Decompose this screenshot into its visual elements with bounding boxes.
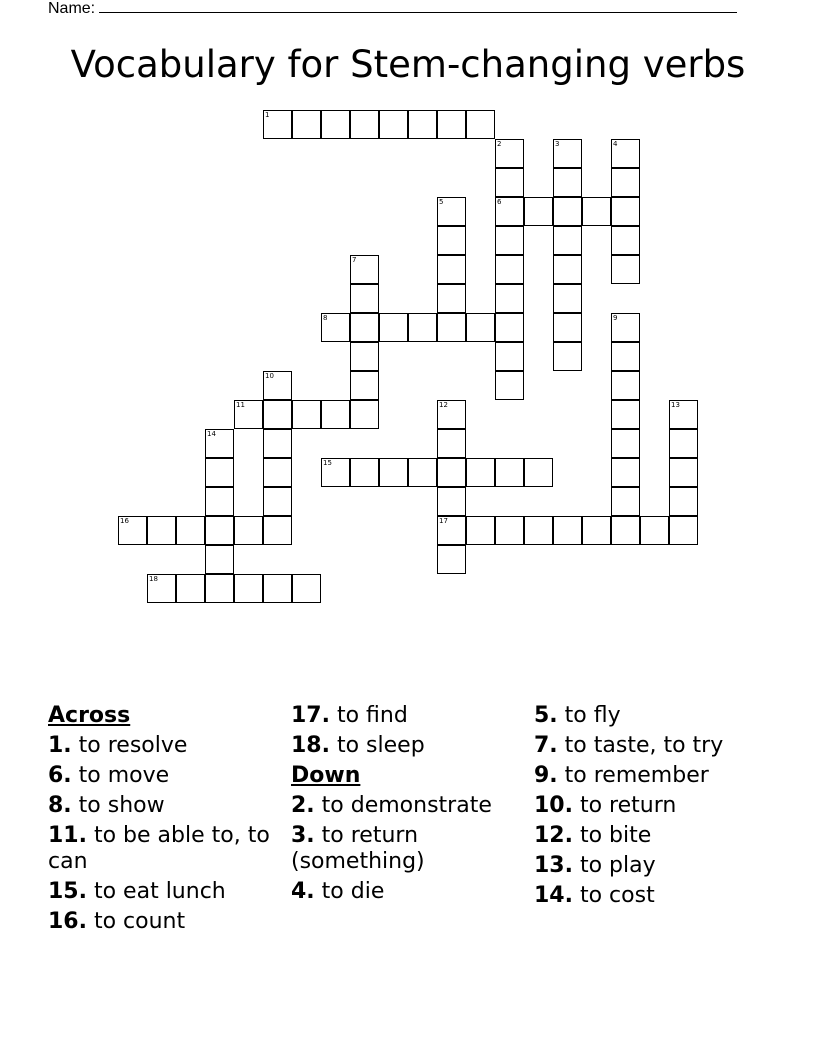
grid-cell[interactable] <box>379 313 408 342</box>
clue-down-12: 12. to bite <box>534 823 652 848</box>
grid-cell[interactable] <box>553 284 582 313</box>
clue-across-17: 17. to find <box>291 703 408 728</box>
across-heading: Across <box>48 703 131 728</box>
grid-cell[interactable] <box>611 429 640 458</box>
clue-across-1: 1. to resolve <box>48 733 188 758</box>
clue-number: 16 <box>120 517 129 525</box>
clue-down-7: 7. to taste, to try <box>534 733 724 758</box>
grid-cell[interactable] <box>118 516 147 545</box>
clue-number: 18 <box>149 575 158 583</box>
grid-cell[interactable] <box>437 458 466 487</box>
grid-cell[interactable] <box>495 168 524 197</box>
grid-cell[interactable] <box>437 487 466 516</box>
clue-across-15: 15. to eat lunch <box>48 879 226 904</box>
grid-cell[interactable] <box>611 226 640 255</box>
grid-cell[interactable] <box>350 313 379 342</box>
grid-cell[interactable] <box>611 139 640 168</box>
grid-cell[interactable] <box>495 371 524 400</box>
down-heading: Down <box>291 763 361 788</box>
grid-cell[interactable] <box>437 197 466 226</box>
name-label: Name: <box>48 0 96 17</box>
grid-cell[interactable] <box>495 516 524 545</box>
grid-cell[interactable] <box>611 168 640 197</box>
grid-cell[interactable] <box>611 313 640 342</box>
grid-cell[interactable] <box>263 371 292 400</box>
grid-cell[interactable] <box>495 284 524 313</box>
grid-cell[interactable] <box>466 110 495 139</box>
clue-number: 2 <box>497 140 502 148</box>
grid-cell[interactable] <box>437 313 466 342</box>
grid-cell[interactable] <box>437 516 466 545</box>
grid-cell[interactable] <box>553 226 582 255</box>
grid-cell[interactable] <box>437 400 466 429</box>
clues-column-3 <box>534 703 774 913</box>
clue-across-11: 11. to be able to, to can <box>48 823 270 874</box>
grid-cell[interactable] <box>234 400 263 429</box>
grid-cell[interactable] <box>640 516 669 545</box>
grid-cell[interactable] <box>611 255 640 284</box>
clue-down-3: 3. to return (something) <box>291 823 425 874</box>
grid-cell[interactable] <box>437 429 466 458</box>
grid-cell[interactable] <box>176 516 205 545</box>
grid-cell[interactable] <box>466 516 495 545</box>
clue-across-18: 18. to sleep <box>291 733 425 758</box>
grid-cell[interactable] <box>582 516 611 545</box>
grid-cell[interactable] <box>437 255 466 284</box>
clues-column-1 <box>48 703 288 939</box>
grid-cell[interactable] <box>495 342 524 371</box>
grid-cell[interactable] <box>553 197 582 226</box>
grid-cell[interactable] <box>582 197 611 226</box>
grid-cell[interactable] <box>321 110 350 139</box>
page-title: Vocabulary for Stem-changing verbs <box>70 43 746 86</box>
grid-cell[interactable] <box>553 313 582 342</box>
grid-cell[interactable] <box>408 313 437 342</box>
clue-number: 15 <box>323 459 332 467</box>
grid-cell[interactable] <box>669 429 698 458</box>
grid-cell[interactable] <box>205 574 234 603</box>
grid-cell[interactable] <box>234 516 263 545</box>
grid-cell[interactable] <box>350 284 379 313</box>
grid-cell[interactable] <box>350 400 379 429</box>
clue-across-6: 6. to move <box>48 763 170 788</box>
clue-across-16: 16. to count <box>48 909 186 934</box>
grid-cell[interactable] <box>437 110 466 139</box>
grid-cell[interactable] <box>611 487 640 516</box>
grid-cell[interactable] <box>611 197 640 226</box>
grid-cell[interactable] <box>524 516 553 545</box>
grid-cell[interactable] <box>263 516 292 545</box>
grid-cell[interactable] <box>611 342 640 371</box>
grid-cell[interactable] <box>350 342 379 371</box>
grid-cell[interactable] <box>553 516 582 545</box>
grid-cell[interactable] <box>408 110 437 139</box>
clue-down-2: 2. to demonstrate <box>291 793 492 818</box>
grid-cell[interactable] <box>263 487 292 516</box>
grid-cell[interactable] <box>466 313 495 342</box>
grid-cell[interactable] <box>524 197 553 226</box>
clue-number: 9 <box>613 314 618 322</box>
grid-cell[interactable] <box>495 313 524 342</box>
clue-number: 4 <box>613 140 618 148</box>
grid-cell[interactable] <box>350 458 379 487</box>
grid-cell[interactable] <box>466 458 495 487</box>
grid-cell[interactable] <box>379 458 408 487</box>
grid-cell[interactable] <box>495 458 524 487</box>
grid-cell[interactable] <box>292 400 321 429</box>
grid-cell[interactable] <box>495 226 524 255</box>
grid-cell[interactable] <box>495 139 524 168</box>
grid-cell[interactable] <box>205 487 234 516</box>
grid-cell[interactable] <box>263 574 292 603</box>
grid-cell[interactable] <box>263 400 292 429</box>
grid-cell[interactable] <box>611 400 640 429</box>
grid-cell[interactable] <box>553 168 582 197</box>
grid-cell[interactable] <box>205 458 234 487</box>
grid-cell[interactable] <box>524 458 553 487</box>
grid-cell[interactable] <box>350 371 379 400</box>
grid-cell[interactable] <box>350 110 379 139</box>
grid-cell[interactable] <box>147 516 176 545</box>
clue-down-14: 14. to cost <box>534 883 655 908</box>
grid-cell[interactable] <box>437 226 466 255</box>
clues-column-2 <box>291 703 531 909</box>
grid-cell[interactable] <box>205 429 234 458</box>
grid-cell[interactable] <box>408 458 437 487</box>
grid-cell[interactable] <box>292 110 321 139</box>
clue-number: 10 <box>265 372 274 380</box>
grid-cell[interactable] <box>263 110 292 139</box>
clue-number: 7 <box>352 256 357 264</box>
clue-number: 1 <box>265 111 270 119</box>
grid-cell[interactable] <box>437 545 466 574</box>
grid-cell[interactable] <box>437 284 466 313</box>
clue-down-5: 5. to fly <box>534 703 621 728</box>
clue-number: 11 <box>236 401 245 409</box>
grid-cell[interactable] <box>669 516 698 545</box>
grid-cell[interactable] <box>669 400 698 429</box>
grid-cell[interactable] <box>176 574 205 603</box>
clue-number: 6 <box>497 198 502 206</box>
grid-cell[interactable] <box>321 313 350 342</box>
grid-cell[interactable] <box>292 574 321 603</box>
grid-cell[interactable] <box>611 516 640 545</box>
grid-cell[interactable] <box>379 110 408 139</box>
clue-down-10: 10. to return <box>534 793 677 818</box>
clue-number: 8 <box>323 314 328 322</box>
grid-cell[interactable] <box>495 255 524 284</box>
grid-cell[interactable] <box>321 400 350 429</box>
grid-cell[interactable] <box>321 458 350 487</box>
grid-cell[interactable] <box>263 429 292 458</box>
grid-cell[interactable] <box>553 139 582 168</box>
grid-cell[interactable] <box>553 255 582 284</box>
grid-cell[interactable] <box>553 342 582 371</box>
grid-cell[interactable] <box>263 458 292 487</box>
grid-cell[interactable] <box>350 255 379 284</box>
grid-cell[interactable] <box>611 458 640 487</box>
clue-number: 12 <box>439 401 448 409</box>
grid-cell[interactable] <box>611 371 640 400</box>
grid-cell[interactable] <box>205 516 234 545</box>
clue-number: 17 <box>439 517 448 525</box>
grid-cell[interactable] <box>669 458 698 487</box>
clue-number: 14 <box>207 430 216 438</box>
grid-cell[interactable] <box>669 487 698 516</box>
grid-cell[interactable] <box>234 574 263 603</box>
clue-number: 5 <box>439 198 444 206</box>
grid-cell[interactable] <box>205 545 234 574</box>
clue-across-8: 8. to show <box>48 793 165 818</box>
clue-number: 3 <box>555 140 560 148</box>
grid-cell[interactable] <box>147 574 176 603</box>
clue-down-9: 9. to remember <box>534 763 709 788</box>
clue-number: 13 <box>671 401 680 409</box>
clue-down-4: 4. to die <box>291 879 385 904</box>
clue-down-13: 13. to play <box>534 853 656 878</box>
grid-cell[interactable] <box>495 197 524 226</box>
